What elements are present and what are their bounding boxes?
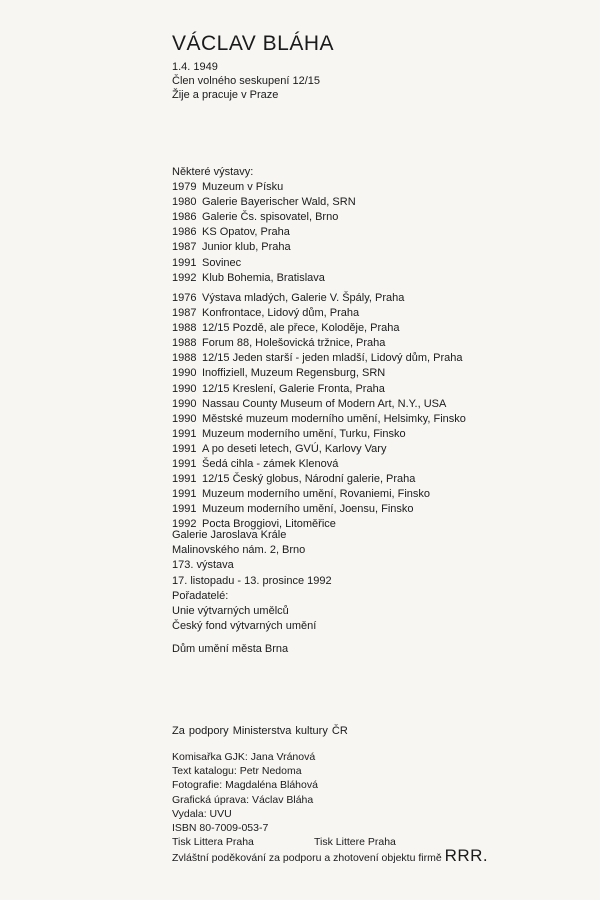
exhibition-year: 1988 (172, 337, 197, 350)
credits (172, 751, 396, 850)
exhibition-title: Výstava mladých, Galerie V. Špály, Praha (202, 292, 405, 304)
exhibition-title: Galerie Čs. spisovatel, Brno (202, 211, 339, 224)
artist-bio (172, 60, 320, 102)
exhibition-year: 1991 (172, 427, 197, 440)
exhibition-row (172, 443, 466, 458)
exhibition-year: 1988 (172, 322, 197, 335)
exhibition-title: Konfrontace, Lidový dům, Praha (202, 307, 360, 320)
exhibition-row (172, 503, 466, 518)
credit-publisher: Vydala: UVU (172, 807, 232, 820)
exhibition-title: A po deseti letech, GVÚ, Karlovy Vary (202, 442, 387, 455)
exhibition-year: 1992 (172, 271, 197, 284)
exhibition-title: 12/15 Kreslení, Galerie Fronta, Praha (202, 382, 385, 395)
exhibition-title: Galerie Bayerischer Wald, SRN (202, 196, 356, 209)
exhibition-year: 1991 (172, 488, 197, 501)
exhibition-row (172, 211, 356, 226)
exhibition-row (172, 241, 356, 256)
gallery-name: Galerie Jaroslava Krále (172, 529, 287, 541)
exhibition-row (172, 292, 466, 307)
exhibition-row (172, 367, 466, 382)
support-note: Za podpory Ministerstva kultury ČR (172, 725, 348, 737)
exhibition-title: 12/15 Pozdě, ale přece, Koloděje, Praha (202, 322, 400, 335)
printer-1: Tisk Littera Praha (172, 836, 254, 849)
exhibition-row (172, 337, 466, 352)
organizer-1: Unie výtvarných umělců (172, 604, 289, 617)
thanks-text: Zvláštní poděkování za podporu a zhotovení objektu firmě (172, 852, 442, 864)
exhibition-row (172, 272, 356, 287)
gallery-address: Malinovského nám. 2, Brno (172, 544, 306, 557)
exhibition-year: 1986 (172, 211, 197, 224)
exhibition-year: 1990 (172, 412, 197, 425)
credit-photo: Fotografie: Magdaléna Bláhová (172, 779, 318, 792)
exhibition-title: Nassau County Museum of Modern Art, N.Y., USA (202, 397, 447, 410)
exhibition-title: Muzeum moderního umění, Rovaniemi, Finsko (202, 488, 431, 501)
exhibition-year: 1990 (172, 367, 197, 380)
group-exhibitions (172, 292, 466, 534)
exhibition-dates: 17. listopadu - 13. prosince 1992 (172, 574, 332, 587)
exhibition-year: 1991 (172, 256, 197, 269)
gallery-info (172, 529, 332, 635)
exhibition-row (172, 383, 466, 398)
exhibition-row (172, 257, 356, 272)
exhibition-row (172, 458, 466, 473)
thanks-note (172, 846, 488, 866)
exhibition-title: Městské muzeum moderního umění, Helsimky, Finsko (202, 412, 466, 425)
exhibition-row (172, 428, 466, 443)
artist-residence: Žije a pracuje v Praze (172, 89, 279, 101)
credit-text: Text katalogu: Petr Nedoma (172, 765, 302, 778)
exhibition-year: 1992 (172, 518, 197, 531)
credit-design: Grafická úprava: Václav Bláha (172, 793, 314, 806)
artist-birth: 1.4. 1949 (172, 61, 218, 73)
exhibition-title: 12/15 Jeden starší - jeden mladší, Lidový dům, Praha (202, 352, 463, 365)
credit-isbn: ISBN 80-7009-053-7 (172, 821, 269, 834)
exhibition-title: Muzeum moderního umění, Joensu, Finsko (202, 503, 414, 516)
exhibition-row (172, 196, 356, 211)
venue: Dům umění města Brna (172, 643, 289, 655)
exhibition-year: 1980 (172, 196, 197, 209)
exhibition-year: 1991 (172, 458, 197, 471)
exhibition-row (172, 307, 466, 322)
exhibition-row (172, 488, 466, 503)
exhibition-title: Inoffiziell, Muzeum Regensburg, SRN (202, 367, 386, 380)
printer-2: Tisk Littere Praha (314, 836, 396, 849)
exhibition-year: 1990 (172, 382, 197, 395)
exhibition-title: Forum 88, Holešovická tržnice, Praha (202, 337, 386, 350)
company-name: RRR. (444, 846, 489, 865)
exhibition-title: Sovinec (202, 256, 242, 269)
exhibition-row (172, 413, 466, 428)
solo-exhibitions (172, 166, 356, 287)
exhibition-year: 1988 (172, 352, 197, 365)
exhibition-number: 173. výstava (172, 559, 234, 572)
exhibition-year: 1986 (172, 226, 197, 239)
exhibition-title: KS Opatov, Praha (202, 226, 290, 239)
exhibition-title: Junior klub, Praha (202, 241, 291, 254)
organizer-2: Český fond výtvarných umění (172, 620, 317, 633)
exhibition-row (172, 322, 466, 337)
organizers-label: Pořadatelé: (172, 589, 229, 602)
exhibition-year: 1991 (172, 503, 197, 516)
exhibition-row (172, 398, 466, 413)
exhibition-title: Muzeum moderního umění, Turku, Finsko (202, 427, 406, 440)
exhibition-year: 1987 (172, 307, 197, 320)
exhibition-row (172, 473, 466, 488)
exhibition-row (172, 181, 356, 196)
exhibition-year: 1991 (172, 442, 197, 455)
exhibition-row (172, 226, 356, 241)
credit-curator: Komisařka GJK: Jana Vránová (172, 751, 316, 763)
artist-name: VÁCLAV BLÁHA (172, 32, 335, 55)
artist-membership: Člen volného seskupení 12/15 (172, 75, 320, 87)
exhibitions-heading: Některé výstavy: (172, 166, 254, 178)
exhibition-title: Pocta Broggiovi, Litoměřice (202, 518, 336, 531)
exhibition-year: 1976 (172, 292, 197, 304)
exhibition-title: 12/15 Český globus, Národní galerie, Praha (202, 473, 416, 486)
exhibition-year: 1991 (172, 473, 197, 486)
exhibition-title: Muzeum v Písku (202, 181, 284, 194)
exhibition-title: Klub Bohemia, Bratislava (202, 271, 325, 284)
exhibition-title: Šedá cihla - zámek Klenová (202, 458, 339, 471)
exhibition-row (172, 352, 466, 367)
exhibition-year: 1990 (172, 397, 197, 410)
exhibition-year: 1979 (172, 181, 197, 194)
exhibition-year: 1987 (172, 241, 197, 254)
